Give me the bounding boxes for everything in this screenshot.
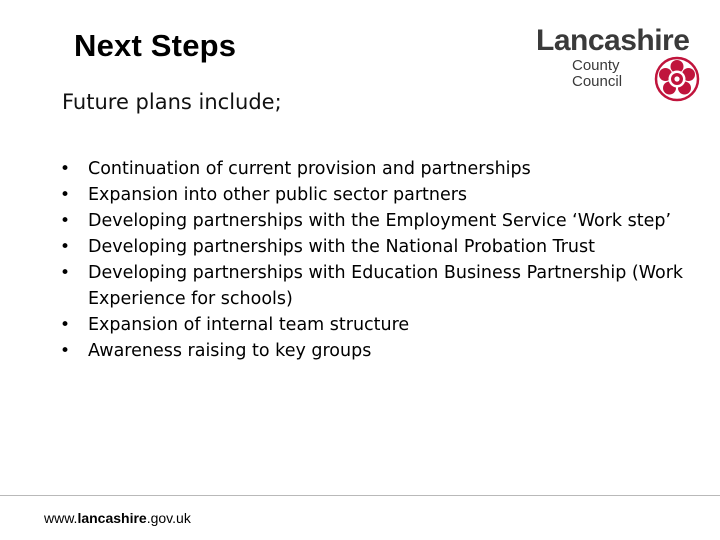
- slide-subtitle: Future plans include;: [62, 90, 282, 114]
- bullet-dot-icon: •: [60, 341, 71, 361]
- bullet-dot-icon: •: [60, 211, 71, 231]
- bullet-item: [60, 312, 700, 338]
- bullet-text: Awareness raising to key groups: [88, 341, 372, 361]
- url-brand: lancashire: [77, 510, 147, 526]
- logo-wordmark: Lancashire: [536, 24, 690, 57]
- bullet-text: Expansion into other public sector partners: [88, 185, 468, 205]
- bullet-text: Expansion of internal team structure: [88, 315, 410, 335]
- bullet-text: Continuation of current provision and partnerships: [88, 159, 531, 179]
- bullet-dot-icon: •: [60, 315, 71, 335]
- bullet-item: [60, 182, 700, 208]
- bullet-dot-icon: •: [60, 237, 71, 257]
- footer-divider: [0, 495, 720, 496]
- footer-website-url: [44, 510, 191, 526]
- url-suffix: .gov.uk: [146, 510, 191, 526]
- bullet-item: [60, 208, 700, 234]
- red-rose-icon: [654, 56, 700, 102]
- bullet-text: Developing partnerships with the Employment Service ‘Work step’: [88, 211, 672, 231]
- bullet-list: [60, 156, 700, 364]
- url-prefix: www.: [44, 510, 78, 526]
- bullet-text: Developing partnerships with Education Business Partnership (Work Experience for schools): [88, 263, 684, 309]
- logo-county-text: County: [572, 57, 620, 74]
- bullet-item: [60, 338, 700, 364]
- lancashire-county-council-logo: [532, 24, 702, 106]
- bullet-dot-icon: •: [60, 185, 71, 205]
- bullet-item: [60, 234, 700, 260]
- bullet-dot-icon: •: [60, 263, 71, 283]
- bullet-item: [60, 260, 700, 312]
- bullet-dot-icon: •: [60, 159, 71, 179]
- bullet-text: Developing partnerships with the National Probation Trust: [88, 237, 595, 257]
- slide-title: Next Steps: [74, 28, 237, 63]
- bullet-item: [60, 156, 700, 182]
- logo-council-text: Council: [572, 73, 623, 90]
